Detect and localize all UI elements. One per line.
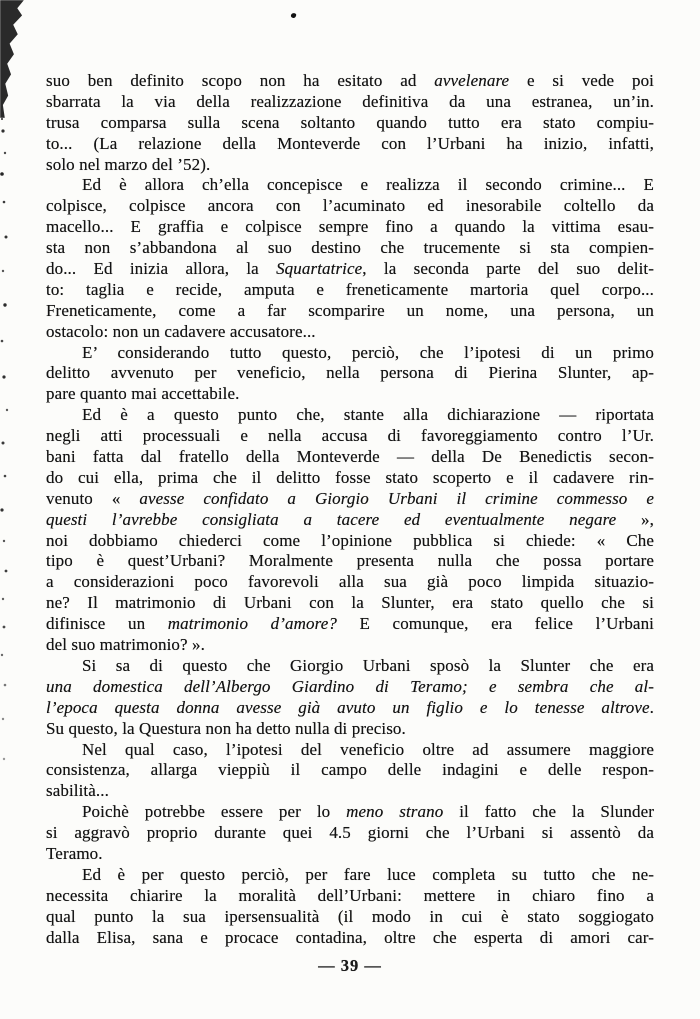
text-run: Freneticamente, come a far scomparire un nome, una persona, un	[46, 300, 654, 320]
text-line	[46, 92, 654, 113]
text-line	[46, 656, 654, 677]
text-run: consistenza, allarga vieppiù il campo delle indagini e delle respon-	[46, 760, 654, 780]
text-run: .	[649, 697, 654, 717]
ink-dot	[290, 12, 296, 18]
text-line	[46, 468, 654, 489]
italic-text-run: una domestica dell’Albergo Giardino di Teramo; e sembra che al-	[46, 676, 654, 696]
text-line	[46, 928, 654, 949]
text-line	[46, 489, 654, 510]
text-line	[46, 551, 654, 572]
italic-text-run: matrimonio d’amore?	[167, 614, 337, 634]
text-line	[46, 259, 654, 280]
italic-text-run: l’epoca questa donna avesse già avuto un figlio e lo tenesse altrove	[46, 697, 650, 717]
text-run: Poichè potrebbe essere per lo	[82, 802, 347, 822]
text-line	[46, 301, 654, 322]
text-line	[46, 572, 654, 593]
text-line	[46, 447, 654, 468]
text-line	[46, 405, 654, 426]
text-run: dalla Elisa, sana e procace contadina, oltre che esperta di amori car-	[46, 927, 654, 947]
text-line	[46, 719, 654, 740]
text-run: sabilità...	[46, 781, 109, 801]
text-run: noi dobbiamo chiederci come l’opinione pubblica si chiede: « Che	[46, 530, 654, 550]
text-line	[46, 343, 654, 364]
text-line	[46, 175, 654, 196]
italic-text-run: avesse confidato a Giorgio Urbani il crimine commesso e	[139, 488, 654, 508]
text-run: a considerazioni poco favorevoli alla sua già poco limpida situazio-	[46, 572, 654, 592]
text-run: delitto avvenuto per veneficio, nella persona di Pierina Slunter, ap-	[46, 363, 654, 383]
italic-text-run: meno strano	[346, 802, 444, 822]
text-run: e si vede poi	[509, 71, 654, 90]
text-line	[46, 677, 654, 698]
text-run: si aggravò proprio durante quei 4.5 giorni che l’Urbani si assentò da	[46, 823, 654, 843]
text-run: ostacolo: non un cadavere accusatore...	[46, 321, 316, 341]
text-run: solo nel marzo del ’52).	[46, 154, 211, 174]
text-run: do cui ella, prima che il delitto fosse stato scoperto e il cadavere rin-	[46, 467, 654, 487]
text-run: Ed è a questo punto che, stante alla dichiarazione — riportata	[82, 405, 654, 425]
italic-text-run: questi l’avrebbe consigliata a tacere ed eventualmente negare	[46, 509, 617, 529]
text-run: pare quanto mai accettabile.	[46, 384, 240, 404]
text-line	[46, 865, 654, 886]
text-run: sta non s’abbandona al suo destino che trucemente si sta compien-	[46, 238, 654, 258]
text-run: Si sa di questo che Giorgio Urbani sposò la Slunter che era	[82, 655, 654, 675]
italic-text-run: avvelenare	[434, 71, 510, 90]
text-line	[46, 384, 654, 405]
text-run: E comunque, era felice l’Urbani	[336, 614, 654, 634]
text-run: sbarrata la via della realizzazione definitiva da una estranea, un’in.	[46, 91, 654, 111]
page-number: — 39 —	[318, 956, 382, 975]
text-line	[46, 614, 654, 635]
text-run: venuto «	[46, 488, 140, 508]
text-run: to... (La relazione della Monteverde con l’Urbani ha inizio, infatti,	[46, 133, 654, 153]
text-line	[46, 781, 654, 802]
text-line	[46, 907, 654, 928]
text-run: trusa comparsa sulla scena soltanto quando tutto era stato compiu-	[46, 112, 654, 132]
text-line	[46, 196, 654, 217]
text-run: macello... E graffia e colpisce sempre fino a quando la vittima esau-	[46, 217, 654, 237]
text-line	[46, 155, 654, 176]
text-run: , la seconda parte del suo delit-	[362, 259, 654, 279]
text-line	[46, 426, 654, 447]
text-line	[46, 635, 654, 656]
text-line	[46, 740, 654, 761]
scan-noise-left-edge	[1, 118, 3, 120]
text-run: bani fatta dal fratello della Monteverde — della De Benedictis secon-	[46, 447, 654, 467]
text-line	[46, 844, 654, 865]
text-run: do... Ed inizia allora, la	[46, 259, 277, 279]
text-line	[46, 280, 654, 301]
text-run: qual punto la sua ipersensualità (il modo in cui è stato soggiogato	[46, 906, 654, 926]
text-run: necessita chiarire la moralità dell’Urbani: mettere in chiaro fino a	[46, 885, 654, 905]
text-run: Ed è allora ch’ella concepisce e realizza il secondo crimine... E	[82, 175, 654, 195]
text-line	[46, 217, 654, 238]
text-line	[46, 823, 654, 844]
text-line	[46, 238, 654, 259]
text-run: suo ben definito scopo non ha esitato ad	[46, 71, 435, 90]
text-line	[46, 593, 654, 614]
text-run: il fatto che la Slunder	[443, 802, 654, 822]
text-line	[46, 510, 654, 531]
text-run: Ed è per questo perciò, per fare luce completa su tutto che ne-	[82, 864, 654, 884]
text-line	[46, 322, 654, 343]
text-run: to: taglia e recide, amputa e freneticamente martoria quel corpo...	[46, 279, 654, 299]
text-line	[46, 113, 654, 134]
text-run: tipo è quest’Urbani? Moralmente presenta nulla che possa portare	[46, 551, 654, 571]
text-run: Nel qual caso, l’ipotesi del veneficio oltre ad assumere maggiore	[82, 739, 654, 759]
text-run: colpisce, colpisce ancora con l’acuminato ed inesorabile coltello da	[46, 196, 654, 216]
text-line	[46, 760, 654, 781]
text-line	[46, 802, 654, 823]
italic-text-run: Squartatrice	[276, 259, 363, 279]
text-line	[46, 71, 654, 92]
text-run: del suo matrimonio? ».	[46, 635, 205, 655]
text-line	[46, 363, 654, 384]
text-line	[46, 886, 654, 907]
scan-blob-top-left	[0, 0, 24, 118]
text-line	[46, 134, 654, 155]
text-run: Su questo, la Questura non ha detto nulla di preciso.	[46, 718, 406, 738]
text-line	[46, 698, 654, 719]
text-run: ne? Il matrimonio di Urbani con la Slunter, era stato quello che si	[46, 593, 654, 613]
page-text	[46, 71, 654, 948]
text-run: E’ considerando tutto questo, perciò, che l’ipotesi di un primo	[82, 342, 654, 362]
text-run: negli atti processuali e nella accusa di favoreggiamento contro l’Ur.	[46, 426, 654, 446]
text-line	[46, 531, 654, 552]
text-run: difinisce un	[46, 614, 168, 634]
text-run: »,	[616, 509, 654, 529]
text-run: Teramo.	[46, 843, 103, 863]
